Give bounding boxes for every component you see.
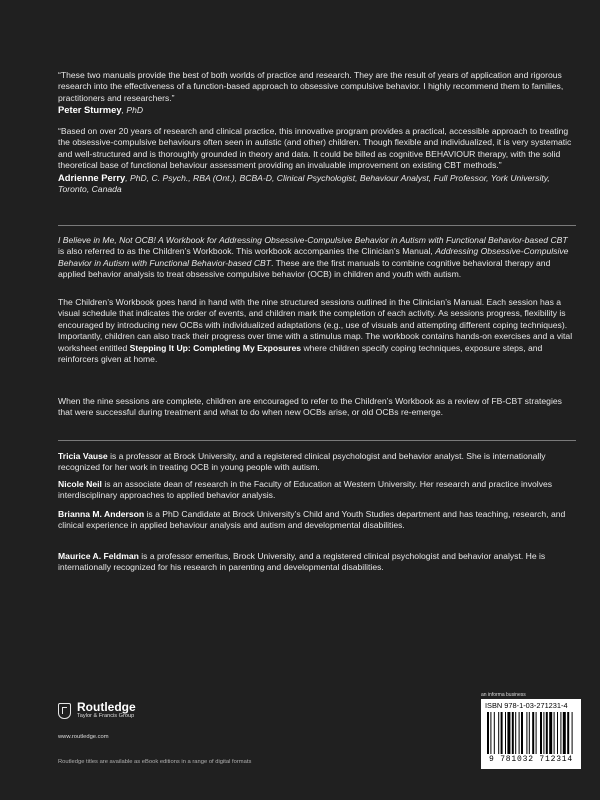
author-bio: Brianna M. Anderson is a PhD Candidate at Brock University’s Child and Youth Studies department and has teaching, research, and clinical experience in applied behaviour analysis and autism and developmental disabilities. (58, 509, 566, 531)
author-name: Tricia Vause (58, 451, 108, 461)
routledge-logo-icon (58, 703, 71, 719)
workbook-title: I Believe in Me, Not OCB! A Workbook for Addressing Obsessive-Compulsive Behavior in Autism with Functional Behavior-based CBT (58, 235, 568, 245)
endorser-name: Peter Sturmey (58, 104, 122, 116)
description-paragraph-2: The Children’s Workbook goes hand in hand with the nine structured sessions outlined in the Clinician’s Manual. Each session has a visual schedule that indicates the order of events, and children mark the completion of each activity. As sessions progress, flexibility is encouraged by introducing new OCBs with individualized adaptations (e.g., use of visuals and attempting different coping techniques). Importantly, children can also track their progress over time with a stimulus map. The workbook contains hands-on exercises and a vital worksheet entitled Stepping It Up: Completing My Exposures where children specify coping techniques, exposure steps, and reinforcers given at home. (58, 297, 573, 365)
author-bio: Nicole Neil is an associate dean of research in the Faculty of Education at Western University. Her research and practice involves interdisciplinary approaches to applied behavior analysis. (58, 479, 553, 501)
endorser-credentials: , PhD (121, 105, 144, 116)
section-divider (58, 225, 576, 226)
author-bio: Maurice A. Feldman is a professor emeritus, Brock University, and a registered clinical psychologist and behavior analyst. He is internationally recognized for his research in parenting and developmental disabilities. (58, 551, 546, 573)
worksheet-title: Stepping It Up: Completing My Exposures (129, 342, 302, 353)
description-paragraph-1: I Believe in Me, Not OCB! A Workbook for Addressing Obsessive-Compulsive Behavior in Autism with Functional Behavior-based CBT is also referred to as the Children’s Workbook. This workbook accompanies the Clinician’s Manual, Addressing Obsessive-Compulsive Behavior in Autism with Functional Behavior-based CBT. These are the first manuals to combine cognitive behavioral therapy and applied behavior analysis to treat obsessive compulsive behavior (OCB) in children and youth with autism. (58, 235, 569, 280)
endorser-credentials: , PhD, C. Psych., RBA (Ont.), BCBA-D, Clinical Psychologist, Behaviour Analyst, Full Professor, York University, Toronto, Canada (58, 172, 550, 195)
informa-note: an informa business (481, 692, 526, 698)
endorsement-quote: “These two manuals provide the best of both worlds of practice and research. They are the result of years of application and rigorous research into the effectiveness of a function-based approach to obsessive compulsive behavior. I highly recommend them to families, practitioners and researchers.” (58, 70, 564, 103)
publisher-url[interactable]: www.routledge.com (58, 734, 109, 740)
publisher-logo (58, 701, 136, 720)
endorser-name: Adrienne Perry (58, 171, 126, 183)
author-bio: Tricia Vause is a professor at Brock University, and a registered clinical psychologist and behavior analyst. She is internationally recognized for her work in treating OCB in young people with autism. (58, 451, 546, 473)
isbn-barcode-box (481, 699, 581, 769)
description-paragraph-3: When the nine sessions are complete, children are encouraged to refer to the Children’s Workbook as a review of FB-CBT strategies that were successful during treatment and what to do when new OCBs arise, or old OCBs re-emerge. (58, 396, 562, 418)
isbn-label: ISBN 978-1-03-271231-4 (485, 701, 568, 710)
barcode-icon (487, 712, 575, 754)
manual-title: Addressing Obsessive-Compulsive Behavior in Autism with Functional Behavior-based CBT (58, 246, 569, 268)
barcode-number: 9 781032 712314 (489, 755, 574, 764)
endorsement-1 (58, 70, 576, 117)
author-name: Brianna M. Anderson (58, 509, 145, 519)
endorsement-quote: “Based on over 20 years of research and clinical practice, this innovative program provides a practical, accessible approach to treating the obsessive-compulsive behaviours often seen in autistic (and other) children. Though flexible and individualized, it is very systematic and well-structured and is thoroughly grounded in theory and data. It could be billed as cognitive BEHAVIOUR therapy, with the solid theoretical base of functional behaviour assessment providing an invaluable improvement on existing CBT methods.” (58, 126, 572, 171)
ebook-note: Routledge titles are available as eBook editions in a range of digital formats (58, 759, 252, 765)
author-name: Maurice A. Feldman (58, 551, 139, 561)
publisher-group: Taylor & Francis Group (77, 713, 135, 719)
section-divider (58, 440, 576, 441)
author-name: Nicole Neil (58, 479, 102, 489)
endorsement-2 (58, 126, 576, 195)
publisher-name: Routledge (77, 700, 136, 714)
